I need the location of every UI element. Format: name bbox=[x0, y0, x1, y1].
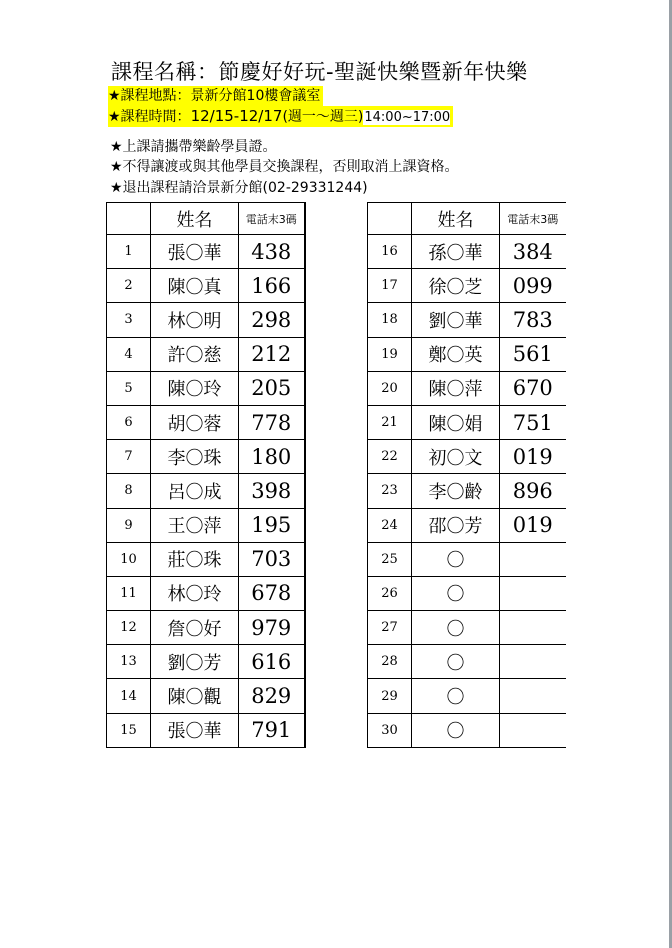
table-row bbox=[368, 337, 566, 371]
table-row bbox=[368, 542, 566, 576]
row-name: 陳〇萍 bbox=[412, 371, 500, 405]
row-phone: 979 bbox=[239, 611, 305, 645]
row-phone: 616 bbox=[239, 645, 305, 679]
table-row bbox=[368, 269, 566, 303]
row-number: 11 bbox=[107, 576, 151, 610]
course-time bbox=[108, 106, 453, 127]
table-header-row bbox=[107, 203, 305, 235]
row-phone: 180 bbox=[239, 440, 305, 474]
table-row bbox=[368, 645, 566, 679]
table-row bbox=[368, 508, 566, 542]
row-phone: 166 bbox=[239, 269, 305, 303]
row-number: 12 bbox=[107, 611, 151, 645]
time-prefix: ★課程時間： bbox=[108, 109, 191, 125]
row-phone: 298 bbox=[239, 303, 305, 337]
course-title: 課程名稱：節慶好好玩-聖誕快樂暨新年快樂 bbox=[111, 60, 528, 84]
row-number: 28 bbox=[368, 645, 412, 679]
row-name: 李〇齡 bbox=[412, 474, 500, 508]
row-name: 徐〇芝 bbox=[412, 269, 500, 303]
table-row bbox=[107, 508, 305, 542]
row-name: 劉〇芳 bbox=[151, 645, 239, 679]
row-number: 25 bbox=[368, 542, 412, 576]
row-name: 〇 bbox=[412, 611, 500, 645]
row-name: 陳〇觀 bbox=[151, 679, 239, 713]
row-name: 許〇慈 bbox=[151, 337, 239, 371]
note-item: ★退出課程請洽景新分館(02-29331244) bbox=[110, 180, 368, 196]
row-number: 2 bbox=[107, 269, 151, 303]
table-row bbox=[368, 235, 566, 269]
row-phone: 791 bbox=[239, 713, 305, 747]
row-name: 〇 bbox=[412, 542, 500, 576]
row-name: 孫〇華 bbox=[412, 235, 500, 269]
time-dates: 12/15-12/17 bbox=[190, 107, 283, 125]
row-number: 6 bbox=[107, 405, 151, 439]
row-name: 初〇文 bbox=[412, 440, 500, 474]
row-phone: 829 bbox=[239, 679, 305, 713]
table-row bbox=[368, 440, 566, 474]
row-name: 邵〇芳 bbox=[412, 508, 500, 542]
row-name: 李〇珠 bbox=[151, 440, 239, 474]
row-number: 29 bbox=[368, 679, 412, 713]
row-name: 詹〇好 bbox=[151, 611, 239, 645]
table-row bbox=[368, 474, 566, 508]
row-number: 19 bbox=[368, 337, 412, 371]
table-row bbox=[368, 713, 566, 747]
row-phone: 751 bbox=[500, 405, 566, 439]
row-phone: 205 bbox=[239, 371, 305, 405]
row-number: 18 bbox=[368, 303, 412, 337]
row-phone: 678 bbox=[239, 576, 305, 610]
table-row bbox=[107, 679, 305, 713]
table-row bbox=[368, 303, 566, 337]
row-phone bbox=[500, 645, 566, 679]
header-number bbox=[368, 203, 412, 235]
row-number: 22 bbox=[368, 440, 412, 474]
row-phone: 783 bbox=[500, 303, 566, 337]
table-row bbox=[107, 405, 305, 439]
row-number: 3 bbox=[107, 303, 151, 337]
note-item: ★不得讓渡或與其他學員交換課程，否則取消上課資格。 bbox=[110, 159, 459, 175]
row-number: 5 bbox=[107, 371, 151, 405]
row-phone: 670 bbox=[500, 371, 566, 405]
row-name: 王〇萍 bbox=[151, 508, 239, 542]
row-phone bbox=[500, 542, 566, 576]
row-name: 陳〇玲 bbox=[151, 371, 239, 405]
table-row bbox=[107, 303, 305, 337]
header-phone: 電話末3碼 bbox=[239, 203, 305, 235]
row-name: 〇 bbox=[412, 576, 500, 610]
row-name: 鄭〇英 bbox=[412, 337, 500, 371]
header-name: 姓名 bbox=[151, 203, 239, 235]
row-phone: 384 bbox=[500, 235, 566, 269]
row-name: 莊〇珠 bbox=[151, 542, 239, 576]
row-number: 15 bbox=[107, 713, 151, 747]
row-phone: 099 bbox=[500, 269, 566, 303]
row-number: 1 bbox=[107, 235, 151, 269]
row-phone: 019 bbox=[500, 440, 566, 474]
row-name: 張〇華 bbox=[151, 713, 239, 747]
row-number: 23 bbox=[368, 474, 412, 508]
table-row bbox=[368, 679, 566, 713]
row-phone: 438 bbox=[239, 235, 305, 269]
row-number: 13 bbox=[107, 645, 151, 679]
table-row bbox=[107, 269, 305, 303]
table-row bbox=[107, 645, 305, 679]
row-name: 林〇明 bbox=[151, 303, 239, 337]
row-phone bbox=[500, 576, 566, 610]
table-row bbox=[368, 371, 566, 405]
row-name: 〇 bbox=[412, 713, 500, 747]
header-name: 姓名 bbox=[412, 203, 500, 235]
row-number: 30 bbox=[368, 713, 412, 747]
table-header-row bbox=[368, 203, 566, 235]
row-name: 林〇玲 bbox=[151, 576, 239, 610]
row-name: 劉〇華 bbox=[412, 303, 500, 337]
header-number bbox=[107, 203, 151, 235]
row-phone: 896 bbox=[500, 474, 566, 508]
time-days: (週一～週三) bbox=[282, 109, 364, 125]
row-number: 20 bbox=[368, 371, 412, 405]
table-row bbox=[368, 405, 566, 439]
note-item: ★上課請攜帶樂齡學員證。 bbox=[110, 139, 277, 155]
row-number: 27 bbox=[368, 611, 412, 645]
row-number: 14 bbox=[107, 679, 151, 713]
row-phone: 778 bbox=[239, 405, 305, 439]
row-phone bbox=[500, 713, 566, 747]
table-row bbox=[107, 542, 305, 576]
row-name: 張〇華 bbox=[151, 235, 239, 269]
row-phone: 561 bbox=[500, 337, 566, 371]
table-row bbox=[107, 576, 305, 610]
row-name: 呂〇成 bbox=[151, 474, 239, 508]
table-row bbox=[107, 611, 305, 645]
table-row bbox=[107, 337, 305, 371]
row-phone: 212 bbox=[239, 337, 305, 371]
table-row bbox=[107, 440, 305, 474]
row-number: 7 bbox=[107, 440, 151, 474]
row-name: 〇 bbox=[412, 645, 500, 679]
row-name: 陳〇真 bbox=[151, 269, 239, 303]
row-name: 陳〇娟 bbox=[412, 405, 500, 439]
table-row bbox=[107, 474, 305, 508]
row-name: 〇 bbox=[412, 679, 500, 713]
row-number: 17 bbox=[368, 269, 412, 303]
row-phone: 195 bbox=[239, 508, 305, 542]
row-number: 21 bbox=[368, 405, 412, 439]
row-phone: 703 bbox=[239, 542, 305, 576]
time-hours: 14:00~17:00 bbox=[364, 110, 451, 125]
row-phone: 019 bbox=[500, 508, 566, 542]
table-row bbox=[368, 611, 566, 645]
row-number: 26 bbox=[368, 576, 412, 610]
roster-table-left bbox=[106, 202, 306, 748]
table-row bbox=[107, 235, 305, 269]
row-phone bbox=[500, 679, 566, 713]
row-number: 24 bbox=[368, 508, 412, 542]
row-number: 8 bbox=[107, 474, 151, 508]
row-phone: 398 bbox=[239, 474, 305, 508]
table-row bbox=[107, 371, 305, 405]
row-number: 4 bbox=[107, 337, 151, 371]
table-row bbox=[107, 713, 305, 747]
roster-table-right bbox=[367, 202, 566, 748]
row-number: 16 bbox=[368, 235, 412, 269]
course-location: ★課程地點：景新分館10樓會議室 bbox=[108, 86, 323, 107]
row-number: 10 bbox=[107, 542, 151, 576]
row-name: 胡〇蓉 bbox=[151, 405, 239, 439]
table-row bbox=[368, 576, 566, 610]
row-number: 9 bbox=[107, 508, 151, 542]
header-phone: 電話末3碼 bbox=[500, 203, 566, 235]
row-phone bbox=[500, 611, 566, 645]
